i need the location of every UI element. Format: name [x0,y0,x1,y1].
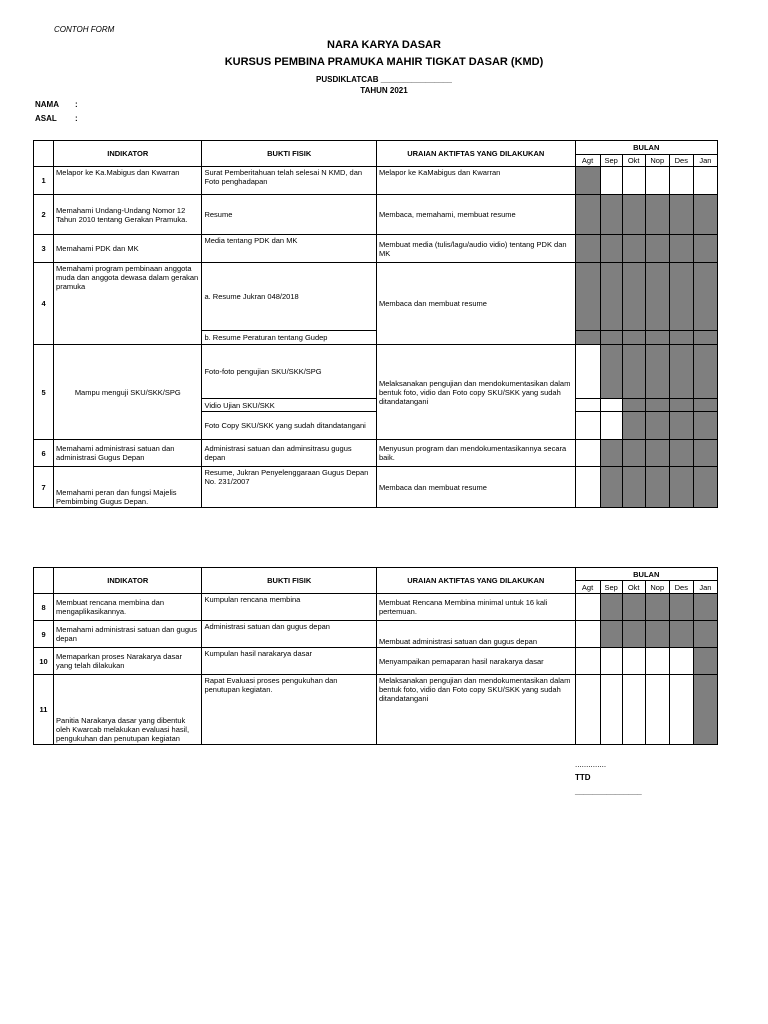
indikator-cell: Mampu menguji SKU/SKK/SPG [54,345,202,440]
month-cell [645,440,669,467]
month-cell [669,399,693,412]
month-cell [693,235,717,263]
nara-karya-table-2 [33,567,718,745]
month-cell [622,345,645,399]
month-cell [669,167,693,195]
uraian-cell: Membuat administrasi satuan dan gugus depan [376,621,575,648]
month-cell [575,621,600,648]
month-cell [600,235,622,263]
row-number: 2 [34,195,54,235]
month-cell [622,440,645,467]
header-indikator: INDIKATOR [54,568,202,594]
month-cell [645,648,669,675]
table-row [34,440,718,467]
table-row [34,235,718,263]
table-row [34,167,718,195]
month-cell [622,167,645,195]
month-cell [669,675,693,745]
row-number: 1 [34,167,54,195]
month-cell [645,167,669,195]
document-subtitle: KURSUS PEMBINA PRAMUKA MAHIR TIGKAT DASAR (KMD) [224,56,544,68]
month-cell [622,594,645,621]
month-cell [669,195,693,235]
bukti-fisik-cell: Foto-foto pengujian SKU/SKK/SPG [202,345,377,399]
month-cell [693,345,717,399]
month-cell [600,648,622,675]
month-cell [693,263,717,331]
table-row [34,675,718,745]
table-row [34,648,718,675]
month-cell [622,412,645,440]
month-cell [575,167,600,195]
header-uraian: URAIAN AKTIFTAS YANG DILAKUKAN [376,141,575,167]
bukti-fisik-cell: a. Resume Jukran 048/2018 [202,263,377,331]
month-cell [575,675,600,745]
month-cell [693,412,717,440]
month-cell [575,594,600,621]
month-cell [693,594,717,621]
month-cell [669,440,693,467]
month-cell [693,467,717,508]
month-cell [575,467,600,508]
document-title: NARA KARYA DASAR [327,39,441,51]
month-cell [600,195,622,235]
pusdiklatcab-line: PUSDIKLATCAB ________________ [316,75,452,84]
month-cell [575,412,600,440]
signature-ttd-label: TTD [575,773,591,782]
month-cell [693,675,717,745]
row-number: 4 [34,263,54,345]
uraian-cell: Melaksanakan pengujian dan mendokumentasikan dalam bentuk foto, vidio dan Foto copy SKU/SKK yang sudah ditandatangani [376,675,575,745]
month-cell [622,467,645,508]
month-cell [575,195,600,235]
month-cell [600,399,622,412]
bukti-fisik-cell: Kumpulan rencana membina [202,594,377,621]
month-cell [693,648,717,675]
table-row [34,467,718,508]
month-des: Des [669,581,693,594]
bukti-fisik-cell: Surat Pemberitahuan telah selesai N KMD, dan Foto penghadapan [202,167,377,195]
month-cell [669,594,693,621]
month-cell [575,440,600,467]
month-cell [600,167,622,195]
month-cell [693,167,717,195]
month-nop: Nop [645,155,669,167]
month-cell [622,235,645,263]
month-cell [645,467,669,508]
month-cell [600,331,622,345]
row-number: 10 [34,648,54,675]
month-agt: Agt [575,155,600,167]
tahun-line: TAHUN 2021 [360,86,408,95]
month-cell [600,467,622,508]
month-cell [622,675,645,745]
asal-colon: : [75,114,78,123]
header-indikator: INDIKATOR [54,141,202,167]
month-des: Des [669,155,693,167]
bukti-fisik-cell: Administrasi satuan dan adminsitrasu gugus depan [202,440,377,467]
month-cell [575,399,600,412]
asal-label: ASAL [35,114,57,123]
month-cell [600,594,622,621]
month-cell [693,440,717,467]
month-cell [645,594,669,621]
indikator-cell: Memahami peran dan fungsi Majelis Pembimbing Gugus Depan. [54,467,202,508]
month-cell [645,621,669,648]
month-cell [622,648,645,675]
month-sep: Sep [600,155,622,167]
uraian-cell: Menyusun program dan mendokumentasikannya secara baik. [376,440,575,467]
uraian-cell: Melapor ke KaMabigus dan Kwarran [376,167,575,195]
month-sep: Sep [600,581,622,594]
indikator-cell: Memahami administrasi satuan dan gugus depan [54,621,202,648]
bukti-fisik-cell: Administrasi satuan dan gugus depan [202,621,377,648]
month-cell [645,412,669,440]
month-cell [600,263,622,331]
nama-colon: : [75,100,78,109]
month-cell [575,648,600,675]
signature-line: _______________ [575,787,642,796]
month-cell [622,195,645,235]
month-jan: Jan [693,155,717,167]
month-cell [669,467,693,508]
row-number: 8 [34,594,54,621]
indikator-cell: Memahami Undang-Undang Nomor 12 Tahun 2010 tentang Gerakan Pramuka. [54,195,202,235]
month-cell [669,412,693,440]
uraian-cell: Membuat media (tulis/lagu/audio vidio) tentang PDK dan MK [376,235,575,263]
month-cell [645,195,669,235]
month-okt: Okt [622,581,645,594]
month-cell [693,195,717,235]
month-cell [575,235,600,263]
month-cell [575,345,600,399]
header-bukti-fisik: BUKTI FISIK [202,141,377,167]
row-number: 9 [34,621,54,648]
indikator-cell: Memahami PDK dan MK [54,235,202,263]
month-cell [669,648,693,675]
month-cell [669,331,693,345]
month-cell [600,412,622,440]
month-cell [575,331,600,345]
month-cell [622,331,645,345]
contoh-form-label: CONTOH FORM [54,25,115,34]
month-cell [600,675,622,745]
uraian-cell: Membuat Rencana Membina minimal untuk 16 kali pertemuan. [376,594,575,621]
month-cell [669,235,693,263]
bukti-fisik-cell: Vidio Ujian SKU/SKK [202,399,377,412]
header-no [34,568,54,594]
bukti-fisik-cell: Resume [202,195,377,235]
uraian-cell: Menyampaikan pemaparan hasil narakarya dasar [376,648,575,675]
table-row [34,345,718,399]
month-cell [600,621,622,648]
indikator-cell: Panitia Narakarya dasar yang dibentuk oleh Kwarcab melakukan evaluasi hasil, pengukuhan dan penutupan kegiatan [54,675,202,745]
month-cell [645,235,669,263]
indikator-cell: Melapor ke Ka.Mabigus dan Kwarran [54,167,202,195]
nama-field [35,100,78,109]
month-jan: Jan [693,581,717,594]
row-number: 5 [34,345,54,440]
month-okt: Okt [622,155,645,167]
row-number: 3 [34,235,54,263]
indikator-cell: Memahami program pembinaan anggota muda dan anggota dewasa dalam gerakan pramuka [54,263,202,345]
bukti-fisik-cell: Resume, Jukran Penyelenggaraan Gugus Depan No. 231/2007 [202,467,377,508]
month-agt: Agt [575,581,600,594]
month-cell [693,621,717,648]
bukti-fisik-cell: Foto Copy SKU/SKK yang sudah ditandatangani [202,412,377,440]
indikator-cell: Memahami administrasi satuan dan administrasi Gugus Depan [54,440,202,467]
header-bukti-fisik: BUKTI FISIK [202,568,377,594]
bukti-fisik-cell: Kumpulan hasil narakarya dasar [202,648,377,675]
indikator-cell: Memaparkan proses Narakarya dasar yang telah dilakukan [54,648,202,675]
bukti-fisik-cell: Rapat Evaluasi proses pengukuhan dan penutupan kegiatan. [202,675,377,745]
month-cell [622,621,645,648]
month-cell [600,440,622,467]
month-cell [645,263,669,331]
uraian-cell: Membaca dan membuat resume [376,467,575,508]
uraian-cell: Membaca, memahami, membuat resume [376,195,575,235]
month-cell [600,345,622,399]
nara-karya-table-1 [33,140,718,508]
header-no [34,141,54,167]
row-number: 11 [34,675,54,745]
month-nop: Nop [645,581,669,594]
asal-field [35,114,78,123]
row-number: 6 [34,440,54,467]
header-bulan: BULAN [575,141,717,155]
month-cell [669,263,693,331]
month-cell [645,399,669,412]
bukti-fisik-cell: Media tentang PDK dan MK [202,235,377,263]
month-cell [622,263,645,331]
header-uraian: URAIAN AKTIFTAS YANG DILAKUKAN [376,568,575,594]
month-cell [693,399,717,412]
month-cell [669,621,693,648]
table-row [34,195,718,235]
table-row [34,594,718,621]
table-row [34,621,718,648]
month-cell [622,399,645,412]
nama-label: NAMA [35,100,59,109]
month-cell [669,345,693,399]
row-number: 7 [34,467,54,508]
uraian-cell: Membaca dan membuat resume [376,263,575,345]
signature-date-dots: .............. [575,760,607,769]
month-cell [645,675,669,745]
month-cell [575,263,600,331]
header-bulan: BULAN [575,568,717,581]
month-cell [645,345,669,399]
indikator-cell: Membuat rencana membina dan mengaplikasikannya. [54,594,202,621]
month-cell [693,331,717,345]
uraian-cell: Melaksanakan pengujian dan mendokumentasikan dalam bentuk foto, vidio dan Foto copy SKU/SKK yang sudah ditandatangani [376,345,575,440]
table-row [34,263,718,331]
month-cell [645,331,669,345]
bukti-fisik-cell: b. Resume Peraturan tentang Gudep [202,331,377,345]
